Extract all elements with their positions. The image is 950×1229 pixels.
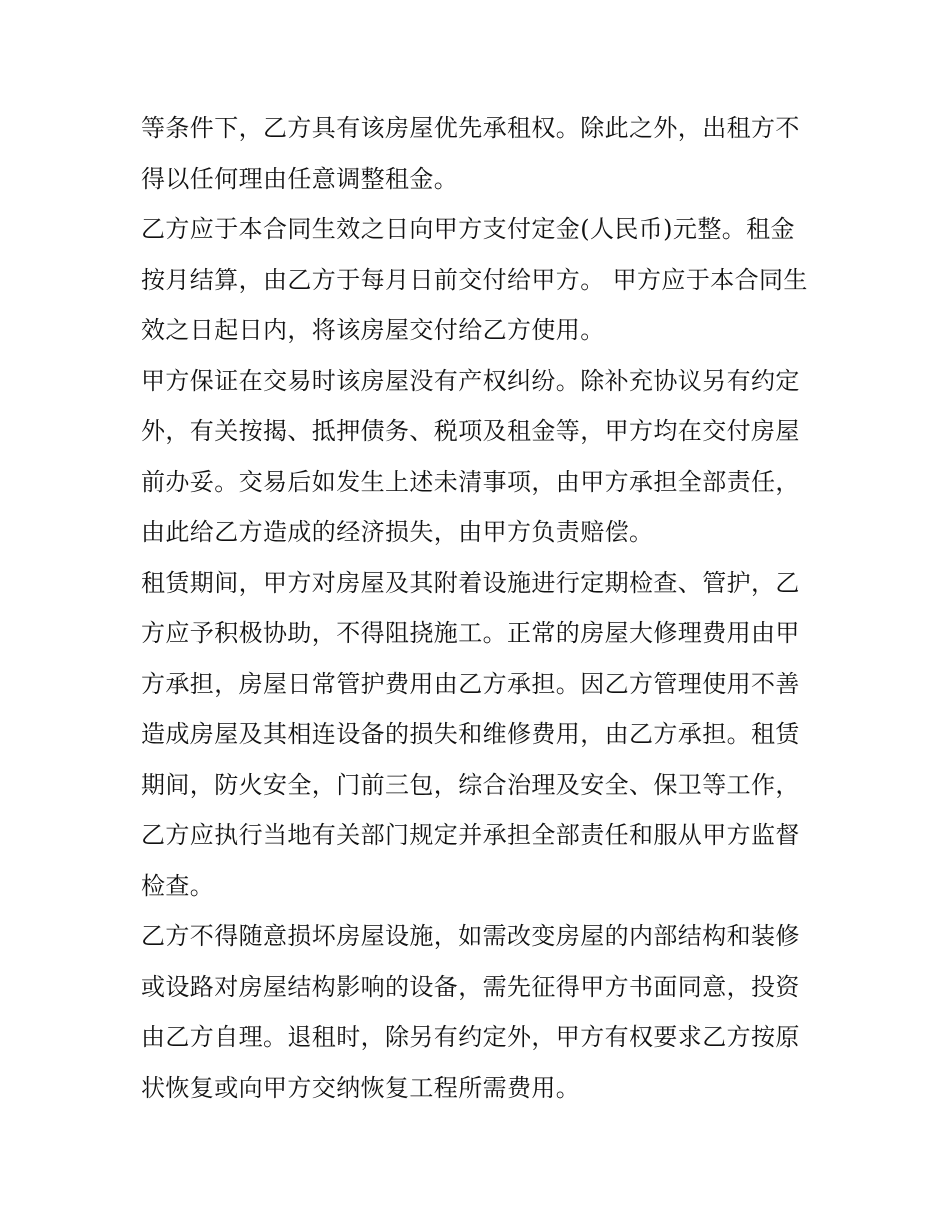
- paragraph-title-guarantee: 甲方保证在交易时该房屋没有产权纠纷。除补充协议另有约定外，有关按揭、抵押债务、税项及租金等，甲方均在交付房屋前办妥。交易后如发生上述未清事项，由甲方承担全部责任，由此给乙方造成的经济损失，由甲方负责赔偿。: [141, 366, 800, 546]
- paragraph-deposit-rent: 乙方应于本合同生效之日向甲方支付定金(人民币)元整。租金按月结算，由乙方于每月日前交付给甲方。 甲方应于本合同生效之日起日内，将该房屋交付给乙方使用。: [141, 215, 808, 344]
- paragraph-alterations: 乙方不得随意损坏房屋设施，如需改变房屋的内部结构和装修或设路对房屋结构影响的设备，需先征得甲方书面同意，投资由乙方自理。退租时，除另有约定外，甲方有权要求乙方按原状恢复或向甲方交纳恢复工程所需费用。: [141, 922, 800, 1102]
- document-body: [141, 103, 816, 1113]
- paragraph-priority-lease: 等条件下，乙方具有该房屋优先承租权。除此之外，出租方不得以任何理由任意调整租金。: [141, 114, 800, 193]
- paragraph-maintenance: 租赁期间，甲方对房屋及其附着设施进行定期检查、管护，乙方应予积极协助，不得阻挠施工。正常的房屋大修理费用由甲方承担，房屋日常管护费用由乙方承担。因乙方管理使用不善造成房屋及其相连设备的损失和维修费用，由乙方承担。租赁期间，防火安全，门前三包，综合治理及安全、保卫等工作，乙方应执行当地有关部门规定并承担全部责任和服从甲方监督检查。: [141, 568, 800, 900]
